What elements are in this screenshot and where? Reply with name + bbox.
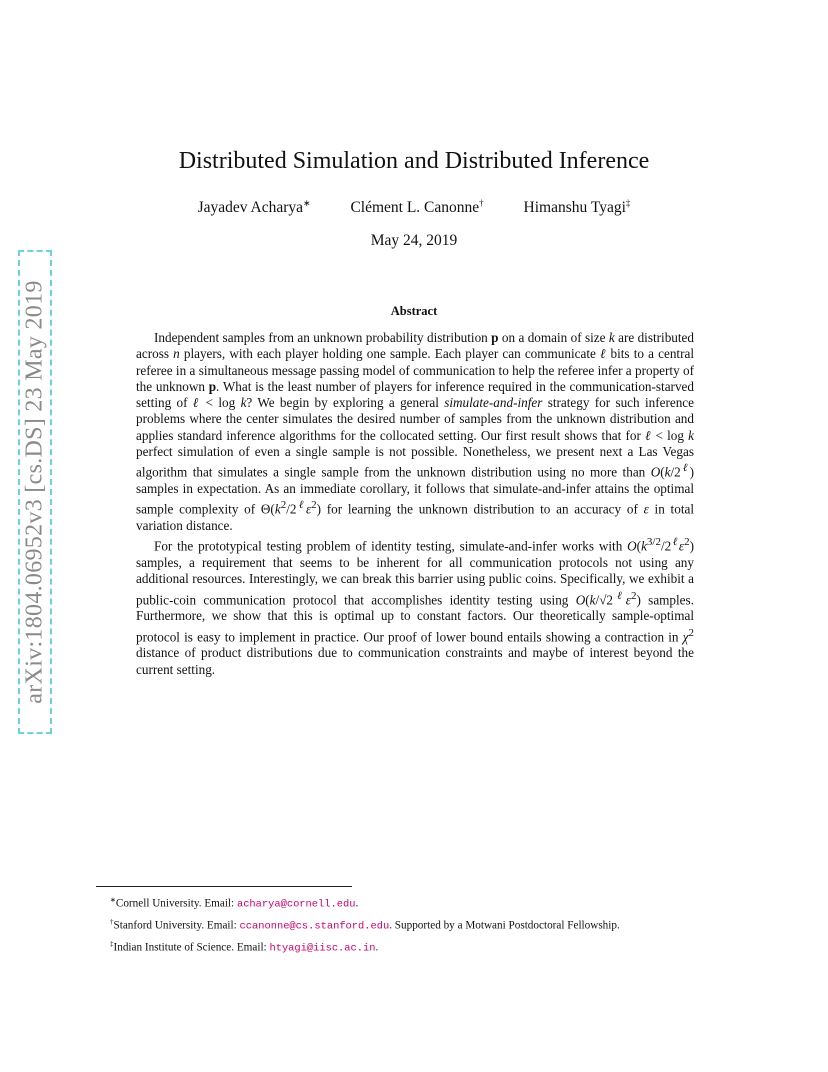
footnote-mark: ‡ xyxy=(110,940,114,949)
author-name: Himanshu Tyagi xyxy=(523,199,626,217)
email-link[interactable]: ccanonne@cs.stanford.edu xyxy=(239,920,390,933)
abstract-paragraph-2: For the prototypical testing problem of identity testing, simulate-and-infer works with $O(k^{3/2}/2^\ell\varepsilon^2)$ samples, a requirement that seems to be inherent for all communication protocols not using any additional resources. Interestingly, we can break this barrier using public coins. Specifically, we exhibit a public-coin communication protocol that accomplishes identity testing using $O(k/√2^\ell\varepsilon^2)$ samples. Furthermore, we show that this is optimal up to constant factors. Our theoretically sample-optimal protocol is easy to implement in practice. Our proof of lower bound entails showing a contraction in $\chi^2$ distance of product distributions due to communication constraints and maybe of interest beyond the current setting. xyxy=(136,536,694,677)
author-name: Clément L. Canonne xyxy=(350,199,480,217)
author-acharya xyxy=(198,198,311,217)
author-mark: ‡ xyxy=(625,198,631,208)
author-canonne xyxy=(350,198,483,217)
footnotes xyxy=(110,892,620,959)
footnote-text: Indian Institute of Science. Email: xyxy=(113,942,270,955)
footnote-stanford xyxy=(110,914,620,936)
abstract-heading: Abstract xyxy=(390,304,438,318)
arxiv-identifier: arXiv:1804.06952v3 [cs.DS] 23 May 2019 xyxy=(21,280,48,704)
paper-date: May 24, 2019 xyxy=(370,232,458,249)
footnote-mark: † xyxy=(110,918,114,927)
footnote-tail: . xyxy=(355,897,359,910)
footnote-text: Stanford University. Email: xyxy=(113,919,240,932)
author-list xyxy=(0,198,828,217)
email-link[interactable]: htyagi@iisc.ac.in xyxy=(269,943,376,956)
author-name: Jayadev Acharya xyxy=(197,199,304,217)
footnote-cornell xyxy=(110,892,620,914)
author-mark: ∗ xyxy=(303,198,311,208)
email-link[interactable]: acharya@cornell.edu xyxy=(236,898,356,911)
footnote-tail: . xyxy=(375,942,379,955)
abstract-paragraph-1: Independent samples from an unknown probability distribution p on a domain of size k are distributed across n players, with each player holding one sample. Each player can communicate ℓ bits to a central referee in a simultaneous message passing model of communication to help the referee infer a property of the unknown p. What is the least number of players for inference required in the communication-starved setting of ℓ < log k? We begin by exploring a general simulate-and-infer strategy for such inference problems where the center simulates the desired number of samples from the unknown distribution and applies standard inference algorithms for the collocated setting. Our first result shows that for ℓ < log k perfect simulation of even a single sample is not possible. Nonetheless, we present next a Las Vegas algorithm that simulates a single sample from the unknown distribution using no more than $O(k/2^\ell)$ samples in expectation. As an immediate corollary, it follows that simulate-and-infer attains the optimal sample complexity of $\Theta(k^2/2^\ell\varepsilon^2)$ for learning the unknown distribution to an accuracy of ε in total variation distance. xyxy=(136,330,694,534)
footnote-text: Cornell University. Email: xyxy=(115,897,237,910)
arxiv-sidebar-stamp xyxy=(18,250,52,734)
footnote-tail: . Supported by a Motwani Postdoctoral Fellowship. xyxy=(389,919,620,932)
abstract-body xyxy=(136,330,694,678)
paper-title: Distributed Simulation and Distributed Inference xyxy=(178,148,650,174)
footnote-divider xyxy=(96,886,352,887)
author-mark: † xyxy=(479,198,484,208)
footnote-iisc xyxy=(110,936,620,958)
footnote-mark: ∗ xyxy=(110,896,116,904)
author-tyagi xyxy=(524,198,631,217)
